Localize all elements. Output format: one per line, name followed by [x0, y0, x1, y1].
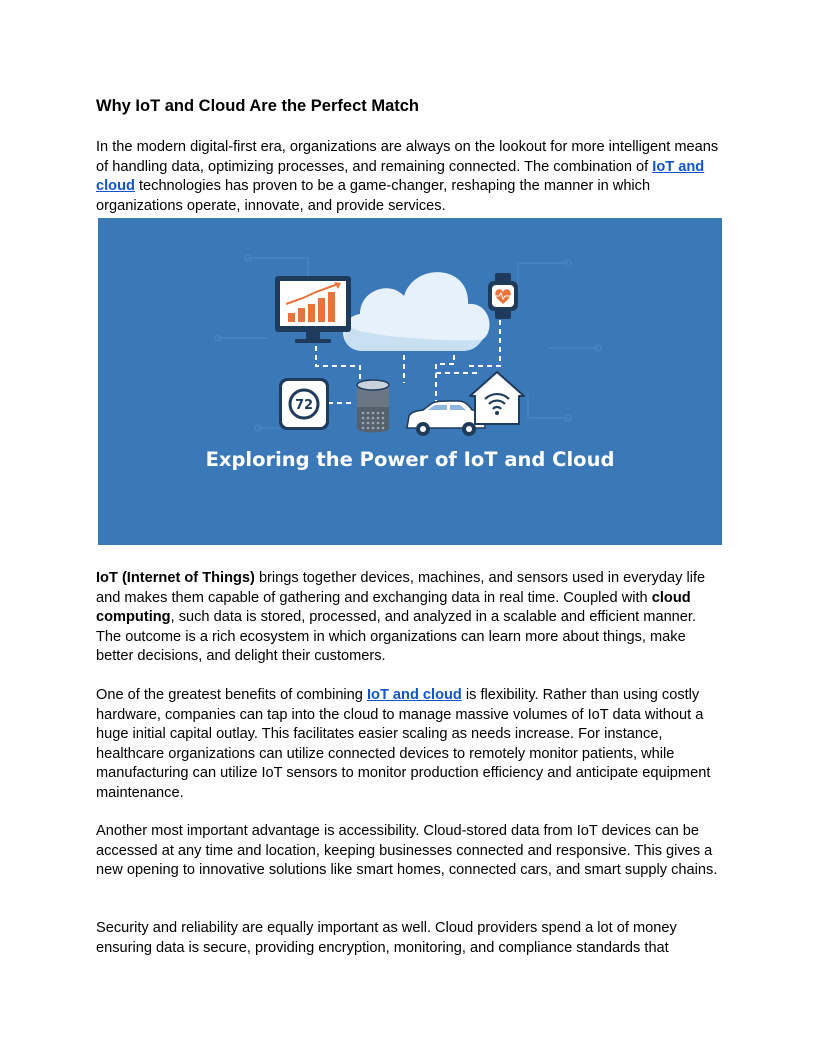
monitor-chart-icon — [275, 276, 351, 343]
iot-cloud-link-2[interactable]: IoT and cloud — [366, 687, 462, 703]
iot-paragraph — [96, 569, 720, 667]
thermostat-icon — [279, 378, 329, 430]
intro-text-1: In the modern digital-first era, organizations are always on the lookout for more intelligent means of handling data, optimizing processes, and remaining connected. The combination of — [96, 139, 719, 175]
flex-text-2: is flexibility. Rather than using costly hardware, companies can tap into the cloud to manage massive volumes of IoT data without a huge initial capital outlay. This facilitates easier scaling as needs increase. For instance, healthcare organizations can utilize connected devices to remotely monitor patients, while manufacturing can utilize IoT sensors to monitor production efficiency and anticipate equipment maintenance. — [96, 687, 711, 801]
hero-image — [98, 218, 722, 545]
iot-text-1: brings together devices, machines, and sensors used in everyday life and makes them capable of gathering and exchanging data in real time. Coupled with — [96, 570, 706, 606]
cloud-icon — [343, 272, 489, 351]
iot-term: IoT (Internet of Things) — [96, 570, 255, 586]
accessibility-paragraph: Another most important advantage is accessibility. Cloud-stored data from IoT devices can be accessed at any time and location, keeping businesses connected and responsive. This gives a new opening to innovative solutions like smart homes, connected cars, and smart supply chains. — [96, 823, 718, 878]
intro-paragraph — [96, 138, 720, 216]
flexibility-paragraph — [96, 686, 720, 803]
iot-illustration — [98, 218, 722, 545]
thermostat-value: 72 — [294, 398, 314, 413]
smartwatch-icon — [488, 273, 518, 319]
intro-text-2: technologies has proven to be a game-changer, reshaping the manner in which organizations operate, innovate, and provide services. — [96, 178, 651, 214]
smart-home-icon — [470, 372, 524, 424]
page-title: Why IoT and Cloud Are the Perfect Match — [96, 97, 419, 115]
flex-text-1: One of the greatest benefits of combining — [96, 687, 367, 703]
iot-text-2: , such data is stored, processed, and analyzed in a scalable and efficient manner. The outcome is a rich ecosystem in which organizations can learn more about things, make better decisions, and delight their customers. — [96, 609, 697, 664]
iot-cloud-link[interactable]: IoT and cloud — [96, 158, 705, 194]
image-caption: Exploring the Power of IoT and Cloud — [205, 448, 615, 471]
security-paragraph: Security and reliability are equally important as well. Cloud providers spend a lot of money ensuring data is secure, providing encryption, monitoring, and compliance standards that — [96, 920, 677, 956]
connected-car-icon — [407, 401, 485, 436]
cloud-computing-term: cloud computing — [96, 589, 691, 625]
smart-speaker-icon — [357, 380, 389, 433]
